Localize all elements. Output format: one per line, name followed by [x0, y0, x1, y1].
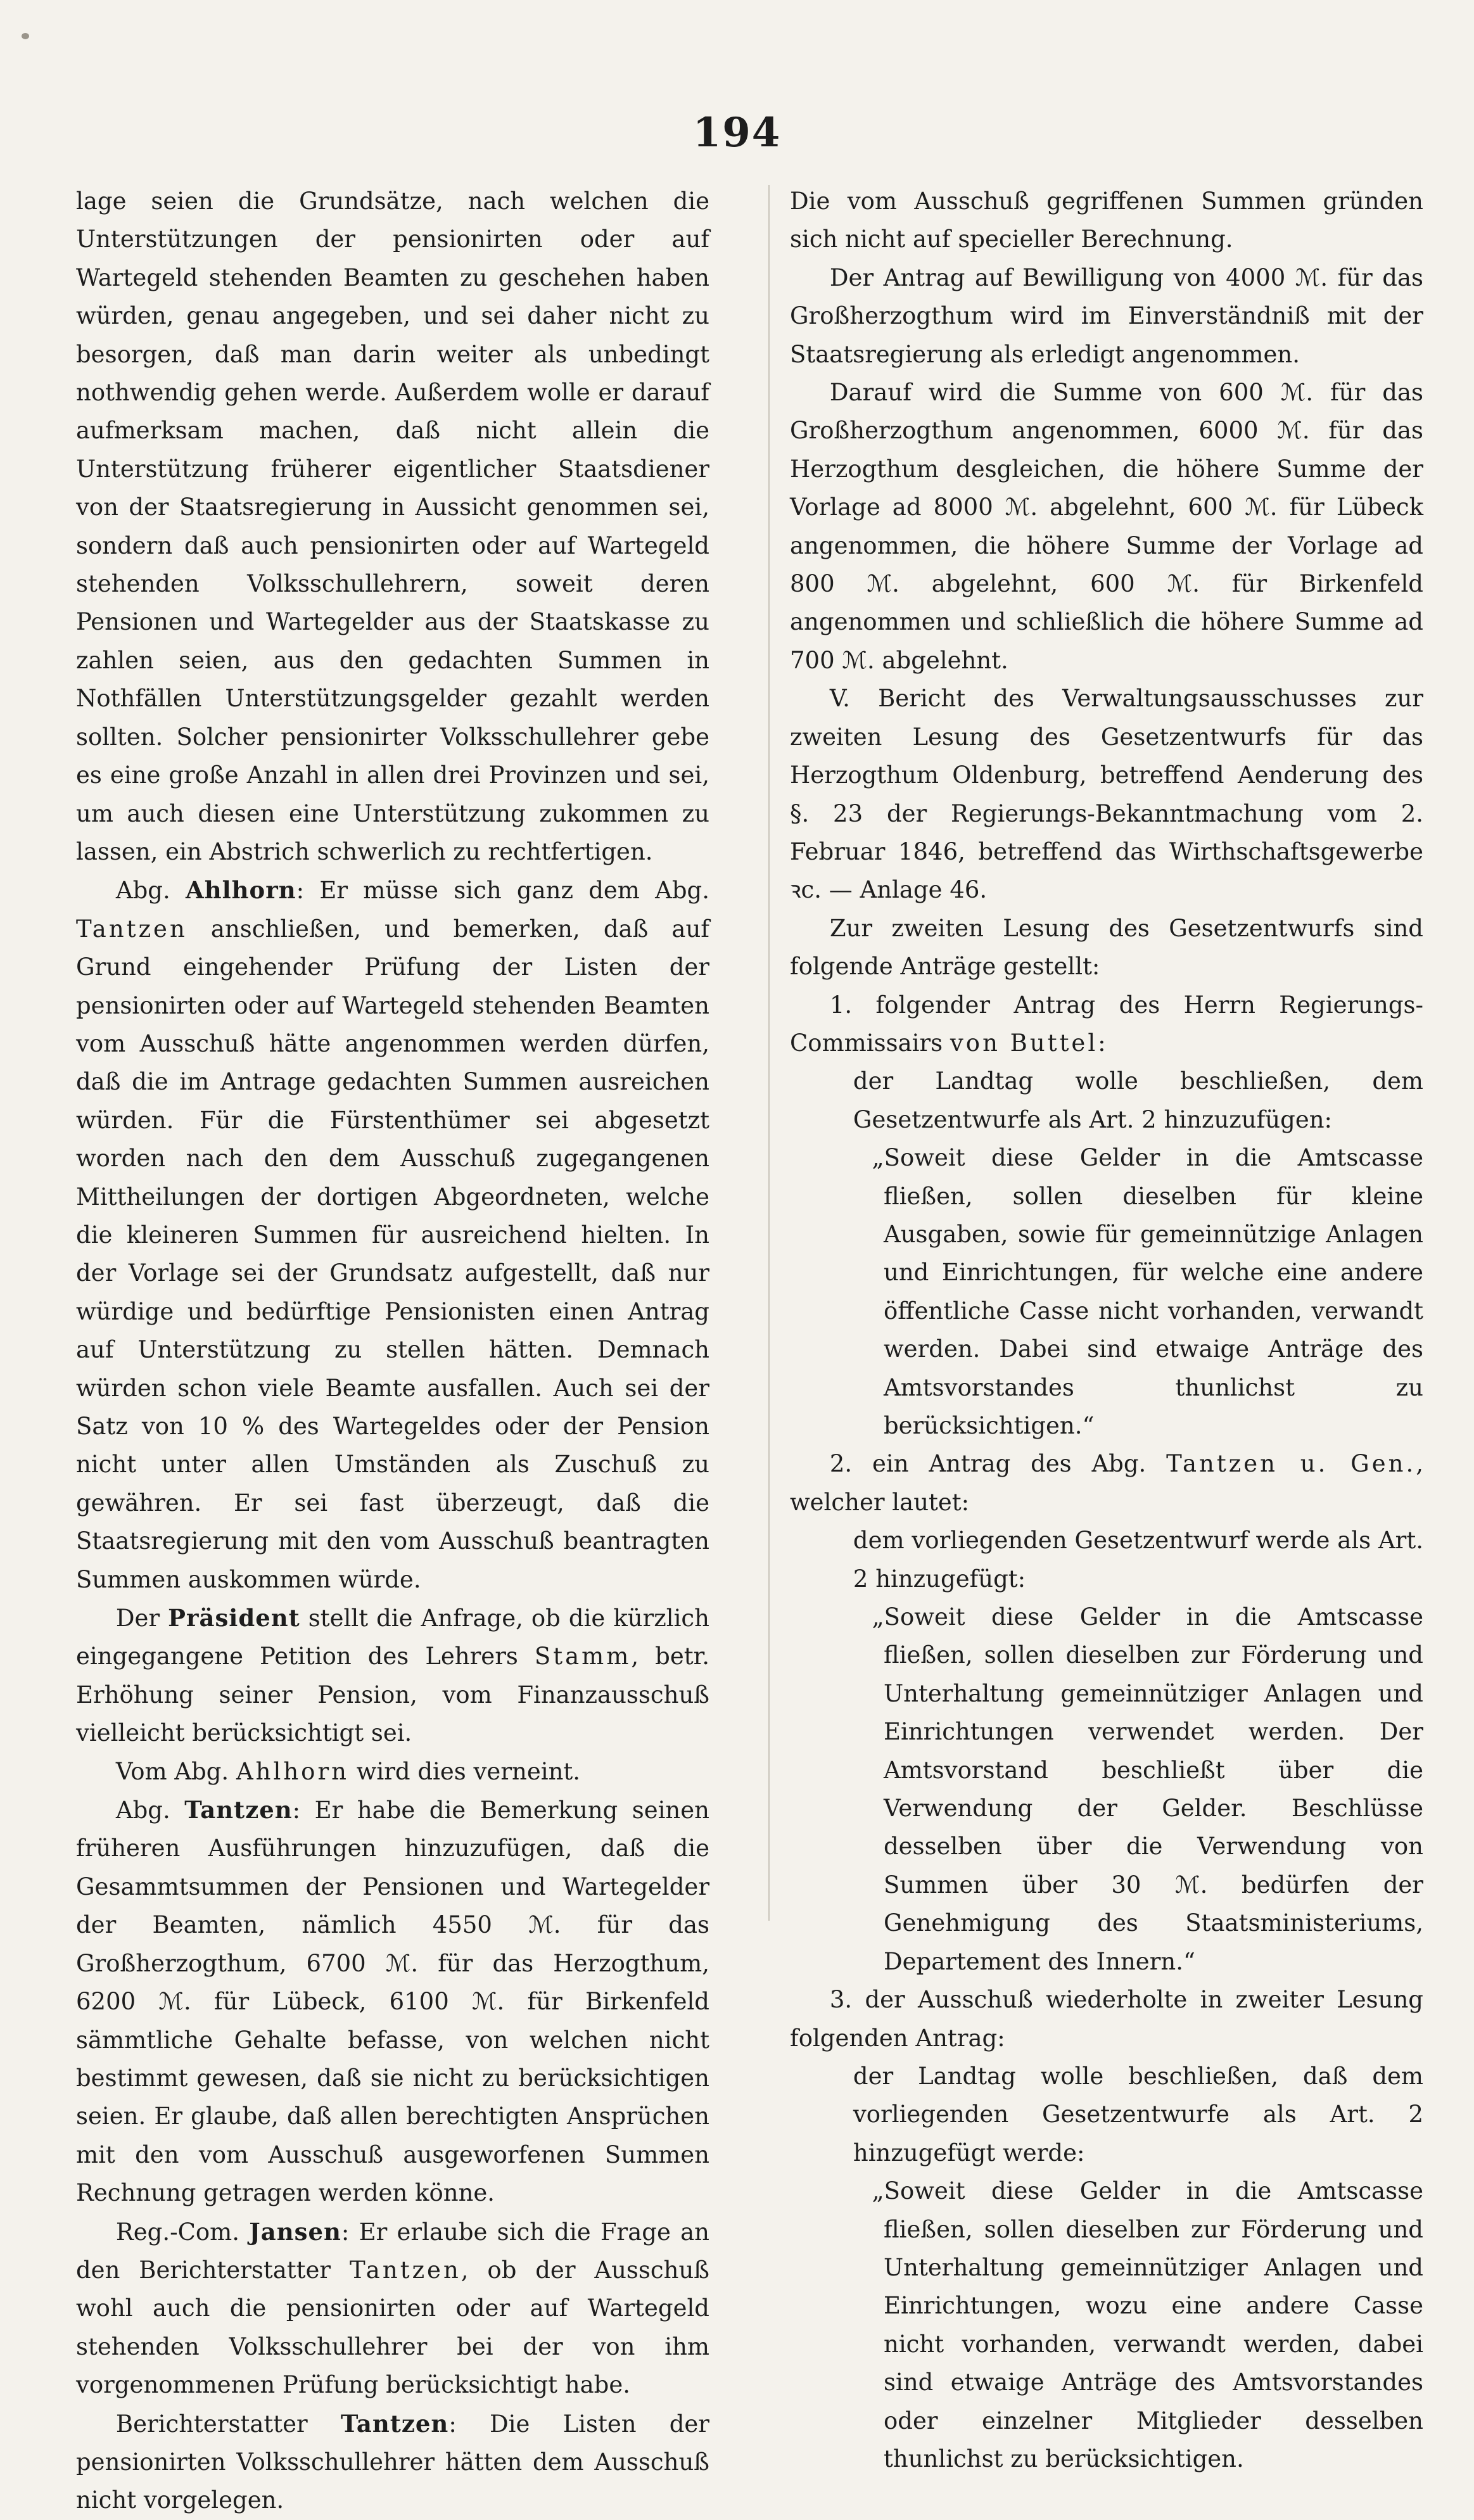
section-heading-v: V. Bericht des Verwaltungsausschusses zur zweiten Lesung des Gesetzentwurfs für das Herzogthum Oldenburg, betreffend Aenderung des §. 23 der Regierungs-Bekanntmachung vom 2. Februar 1846, betreffend das Wirthschaftsgewerbe ꝛc. — Anlage 46. [790, 685, 1423, 904]
left-paragraph-4 [76, 1753, 709, 1791]
right-column [790, 182, 1423, 2478]
left-paragraph-7 [76, 2405, 709, 2520]
speaker-prefix: Reg.-Com. [115, 2218, 250, 2246]
motion-item-3: 3. der Ausschuß wiederholte in zweiter Lesung folgenden Antrag: [790, 1986, 1423, 2052]
left-paragraph-2 [76, 871, 709, 1599]
spaced-name: Tantzen [76, 915, 187, 943]
spaced-name: Tantzen u. Gen. [1166, 1450, 1416, 1478]
left-column [76, 182, 709, 2520]
motion-item-3-body: der Landtag wolle beschließen, daß dem vorliegenden Gesetzentwurfe als Art. 2 hinzugefügt werde: [853, 2062, 1423, 2167]
paragraph-text: : Er müsse sich ganz dem Abg. [296, 877, 709, 905]
speaker-prefix: Abg. [115, 877, 186, 905]
right-paragraph-1: Die vom Ausschuß gegriffenen Summen gründen sich nicht auf specieller Berechnung. [790, 188, 1423, 253]
paragraph-text: , ob der Ausschuß wohl auch die pensionirten oder auf Wartegeld stehenden Volksschullehrer bei der von ihm vorgenommenen Prüfung berücksichtigt habe. [76, 2256, 710, 2399]
item-text: 2. ein Antrag des Abg. [829, 1450, 1167, 1478]
motion-item-2-quote: „Soweit diese Gelder in die Amtscasse fließen, sollen dieselben zur Förderung und Unterhaltung gemeinnütziger Anlagen und Einrichtungen verwendet werden. Der Amtsvorstand beschließt über die Verwendung der Gelder. Beschlüsse desselben über die Verwendung von Summen über 30 ℳ. bedürfen der Genehmigung des Staatsministeriums, Departement des Innern.“ [872, 1603, 1423, 1975]
right-paragraph-2: Der Antrag auf Bewilligung von 4000 ℳ. für das Großherzogthum wird im Einverständniß mit der Staatsregierung als erledigt angenommen. [790, 264, 1423, 368]
scan-mark [22, 33, 29, 39]
speaker-name: Ahlhorn [185, 876, 296, 905]
left-paragraph-6 [76, 2213, 709, 2405]
speaker-prefix: Der [115, 1605, 168, 1632]
paragraph-text: , betr. Erhöhung seiner Pension, vom Finanzausschuß vielleicht berücksichtigt sei. [76, 1643, 709, 1747]
speaker-name: Tantzen [184, 1796, 293, 1824]
right-paragraph-5: Zur zweiten Lesung des Gesetzentwurfs sind folgende Anträge gestellt: [790, 914, 1423, 981]
spaced-name: Stamm [534, 1643, 632, 1670]
paragraph-text: wird dies verneint. [348, 1757, 581, 1785]
paragraph-text: : Die Listen der pensionirten Volksschullehrer hätten dem Ausschuß nicht vorgelegen. [76, 2410, 709, 2514]
paragraph-text: : Er habe die Bemerkung seinen früheren Ausführungen hinzuzufügen, daß die Gesammtsummen der Pensionen und Wartegelder der Beamten, nämlich 4550 ℳ. für das Großherzogthum, 6700 ℳ. für das Herzogthum, 6200 ℳ. für Lübeck, 6100 ℳ. für Birkenfeld sämmtliche Gehalte befasse, von welchen nicht bestimmt gewesen, daß sie nicht zu berücksichtigen seien. Er glaube, daß allen berechtigten Ansprüchen mit den vom Ausschuß ausgeworfenen Summen Rechnung getragen werden könne. [76, 1797, 709, 2207]
right-paragraph-3: Darauf wird die Summe von 600 ℳ. für das Großherzogthum angenommen, 6000 ℳ. für das Herzogthum desgleichen, die höhere Summe der Vorlage ad 8000 ℳ. abgelehnt, 600 ℳ. für Lübeck angenommen, die höhere Summe der Vorlage ad 800 ℳ. abgelehnt, 600 ℳ. für Birkenfeld angenommen und schließlich die höhere Summe ad 700 ℳ. abgelehnt. [790, 379, 1423, 674]
motion-item-2-body: dem vorliegenden Gesetzentwurf werde als Art. 2 hinzugefügt: [853, 1527, 1423, 1593]
paragraph-text: Vom Abg. [115, 1757, 236, 1785]
spaced-name: von Buttel [950, 1029, 1098, 1057]
motion-item-2 [790, 1445, 1423, 1522]
speaker-name: Jansen [249, 2217, 341, 2246]
item-text: : [1098, 1029, 1106, 1057]
spaced-name: Tantzen [350, 2256, 461, 2284]
speaker-prefix: Abg. [115, 1797, 185, 1824]
speaker-prefix: Berichterstatter [115, 2410, 341, 2438]
page-number: 194 [692, 109, 782, 156]
paragraph-text: anschließen, und bemerken, daß auf Grund eingehender Prüfung der Listen der pensionirten oder auf Wartegeld stehenden Beamten vom Ausschuß hätte angenommen werden dürfen, daß die im Antrage gedachten Summen ausreichen würden. Für die Fürstenthümer sei abgesetzt worden nach den dem Ausschuß zugegangenen Mittheilungen der dortigen Abgeordneten, welche die kleineren Summen für ausreichend hielten. In der Vorlage sei der Grundsatz aufgestellt, daß nur würdige und bedürftige Pensionisten einen Antrag auf Unterstützung zu stellen hätten. Demnach würden schon viele Beamte ausfallen. Auch sei der Satz von 10 % des Wartegeldes oder der Pension nicht unter allen Umständen als Zuschuß zu gewähren. Er sei fast überzeugt, daß die Staatsregierung mit den vom Ausschuß beantragten Summen auskommen würde. [76, 915, 709, 1593]
left-paragraph-3 [76, 1599, 709, 1753]
motion-item-3-quote: „Soweit diese Gelder in die Amtscasse fließen, sollen dieselben zur Förderung und Unterhaltung gemeinnütziger Anlagen und Einrichtungen, wozu eine andere Casse nicht vorhanden, verwandt werden, dabei sind etwaige Anträge des Amtsvorstandes oder einzelner Mitglieder desselben thunlichst zu berücksichtigen. [872, 2177, 1423, 2472]
motion-item-1-quote: „Soweit diese Gelder in die Amtscasse fließen, sollen dieselben für kleine Ausgaben, sowie für gemeinnützige Anlagen und Einrichtungen, für welche eine andere öffentliche Casse nicht vorhanden, verwandt werden. Dabei sind etwaige Anträge des Amtsvorstandes thunlichst zu berücksichtigen.“ [872, 1144, 1423, 1439]
motion-item-1 [790, 986, 1423, 1063]
paragraph-text: stellt die Anfrage, ob die kürzlich eingegangene Petition des Lehrers [76, 1605, 709, 1670]
speaker-name: Präsident [168, 1604, 300, 1632]
spaced-name: Ahlhorn [236, 1757, 349, 1785]
left-paragraph-1: lage seien die Grundsätze, nach welchen die Unterstützungen der pensionirten oder auf Wartegeld stehenden Beamten zu geschehen haben würden, genau angegeben, und sei daher nicht zu besorgen, daß man darin weiter als unbedingt nothwendig gehen werde. Außerdem wolle er darauf aufmerksam machen, daß nicht allein die Unterstützung früherer eigentlicher Staatsdiener von der Staatsregierung in Aussicht genommen sei, sondern daß auch pensionirten oder auf Wartegeld stehenden Volksschullehrern, soweit deren Pensionen und Wartegelder aus der Staatskasse zu zahlen seien, aus den gedachten Summen in Nothfällen Unterstützungsgelder gezahlt werden sollten. Solcher pensionirter Volksschullehrer gebe es eine große Anzahl in allen drei Provinzen und sei, um auch diesen eine Unterstützung zukommen zu lassen, ein Abstrich schwerlich zu rechtfertigen. [76, 188, 709, 865]
item-text: , welcher lautet: [790, 1450, 1423, 1516]
left-paragraph-5 [76, 1791, 709, 2212]
item-text: 1. folgender Antrag des Herrn Regierungs-Commissairs [790, 991, 1423, 1057]
column-divider [768, 185, 770, 1921]
paragraph-text: : Er erlaube sich die Frage an den Berichterstatter [76, 2218, 710, 2284]
motion-item-1-body: der Landtag wolle beschließen, dem Gesetzentwurfe als Art. 2 hinzuzufügen: [853, 1067, 1423, 1133]
speaker-name: Tantzen [340, 2409, 449, 2438]
